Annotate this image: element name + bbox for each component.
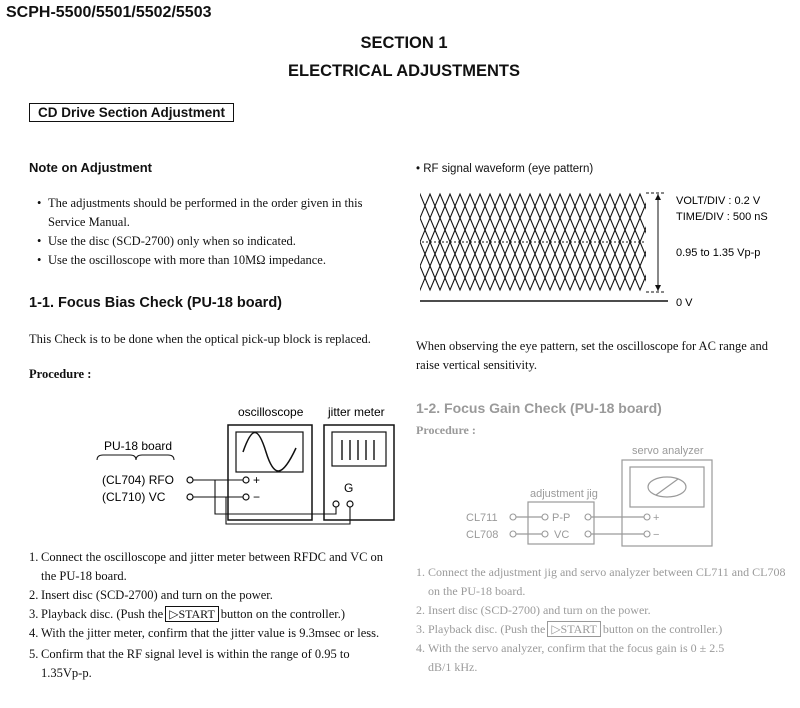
scope-plus-terminal — [243, 477, 249, 483]
jig-vc-in — [542, 531, 548, 537]
oscilloscope-screen — [236, 432, 303, 472]
jitter-meter-bars-icon — [342, 440, 374, 460]
waveform-title: • RF signal waveform (eye pattern) — [416, 163, 594, 175]
jitter-terminal-2 — [347, 501, 353, 507]
zero-volt-label: 0 V — [676, 297, 693, 309]
cl708-terminal — [510, 531, 516, 537]
note-bullet: • Use the oscilloscope with more than 10MΩ impedance. — [37, 253, 326, 267]
step-item: 1. Connect the oscilloscope and jitter meter between RFDC and VC on the PU-18 board. — [29, 550, 384, 583]
model-header: SCPH-5500/5501/5502/5503 — [6, 4, 212, 21]
servo-minus-label: − — [653, 529, 660, 541]
vc-terminal — [187, 494, 193, 500]
step-item: 1. Connect the adjustment jig and servo analyzer between CL711 and CL708 on the PU-18 board. — [416, 565, 786, 598]
servo-analyzer-box — [622, 460, 712, 546]
start-button-symbol: ▷START — [547, 621, 601, 637]
section-title: ELECTRICAL ADJUSTMENTS — [288, 62, 520, 80]
servo-analyzer-label: servo analyzer — [632, 445, 704, 457]
jig-vc-out — [585, 531, 591, 537]
cl711-label: CL711 — [466, 512, 498, 524]
focus-bias-steps — [29, 548, 384, 683]
step-item: 2. Insert disc (SCD-2700) and turn on the power. — [416, 603, 651, 617]
start-button-symbol: ▷START — [165, 606, 219, 622]
jig-vc-label: VC — [554, 529, 570, 541]
jig-pp-label: P-P — [552, 512, 571, 524]
servo-display-line — [656, 479, 678, 495]
jitter-meter-screen — [332, 432, 386, 466]
board-label: PU-18 board — [104, 439, 173, 453]
step-item: 4. With the servo analyzer, confirm that the focus gain is 0 ± 2.5 dB/1 kHz. — [416, 641, 725, 674]
jitter-meter-label: jitter meter — [328, 405, 385, 419]
focus-gain-steps — [416, 563, 786, 677]
volt-div-label: VOLT/DIV : 0.2 V — [676, 195, 761, 207]
focus-gain-procedure-label: Procedure : — [416, 423, 476, 437]
focus-gain-diagram — [410, 440, 790, 550]
scope-minus-terminal — [243, 494, 249, 500]
sine-wave-icon — [243, 433, 296, 472]
time-div-label: TIME/DIV : 500 nS — [676, 211, 768, 223]
section-number: SECTION 1 — [360, 34, 448, 52]
wiring — [193, 480, 350, 524]
oscilloscope-label: oscilloscope — [238, 405, 304, 419]
servo-plus-terminal — [644, 514, 650, 520]
step-item: 4. With the jitter meter, confirm that the jitter value is 9.3msec or less. — [29, 626, 380, 640]
step-item: 2. Insert disc (SCD-2700) and turn on the power. — [29, 588, 273, 602]
scope-plus-label: + — [253, 473, 261, 487]
vc-label: (CL710) VC — [102, 490, 166, 504]
focus-bias-intro: This Check is to be done when the optical pick-up block is replaced. — [29, 332, 371, 346]
note-list — [37, 194, 397, 270]
eye-pattern-diagram — [410, 180, 790, 312]
cl708-label: CL708 — [466, 529, 499, 541]
range-label: 0.95 to 1.35 Vp-p — [676, 247, 761, 259]
jitter-terminal-1 — [333, 501, 339, 507]
rfo-label: (CL704) RFO — [102, 473, 175, 487]
step-item: 3. Playback disc. (Push the ▷START button on the controller.) — [416, 622, 723, 636]
waveform-note: When observing the eye pattern, set the oscilloscope for AC range and raise vertical sensitivity. — [416, 339, 768, 372]
step-item: 5. Confirm that the RF signal level is within the range of 0.95 to 1.35Vp-p. — [29, 647, 350, 680]
focus-bias-heading: 1-1. Focus Bias Check (PU-18 board) — [29, 295, 283, 311]
ground-label: G — [344, 481, 354, 495]
board-brace — [97, 455, 174, 460]
note-bullet: • The adjustments should be performed in the order given in this Service Manual. — [37, 196, 363, 229]
focus-gain-heading: 1-2. Focus Gain Check (PU-18 board) — [416, 400, 662, 416]
step-item: 3. Playback disc. (Push the ▷START button on the controller.) — [29, 607, 346, 621]
boxed-heading: CD Drive Section Adjustment — [29, 103, 234, 122]
note-title: Note on Adjustment — [29, 160, 153, 175]
procedure-label: Procedure : — [29, 367, 92, 381]
note-bullet: • Use the disc (SCD-2700) only when so indicated. — [37, 234, 296, 248]
rfo-terminal — [187, 477, 193, 483]
servo-minus-terminal — [644, 531, 650, 537]
scope-minus-label: − — [253, 490, 261, 504]
adjustment-jig-label: adjustment jig — [530, 488, 598, 500]
servo-plus-label: + — [653, 512, 660, 524]
focus-bias-diagram — [0, 400, 400, 530]
cl711-terminal — [510, 514, 516, 520]
jig-pp-out — [585, 514, 591, 520]
eye-pattern-traces — [410, 194, 720, 290]
jig-pp-in — [542, 514, 548, 520]
